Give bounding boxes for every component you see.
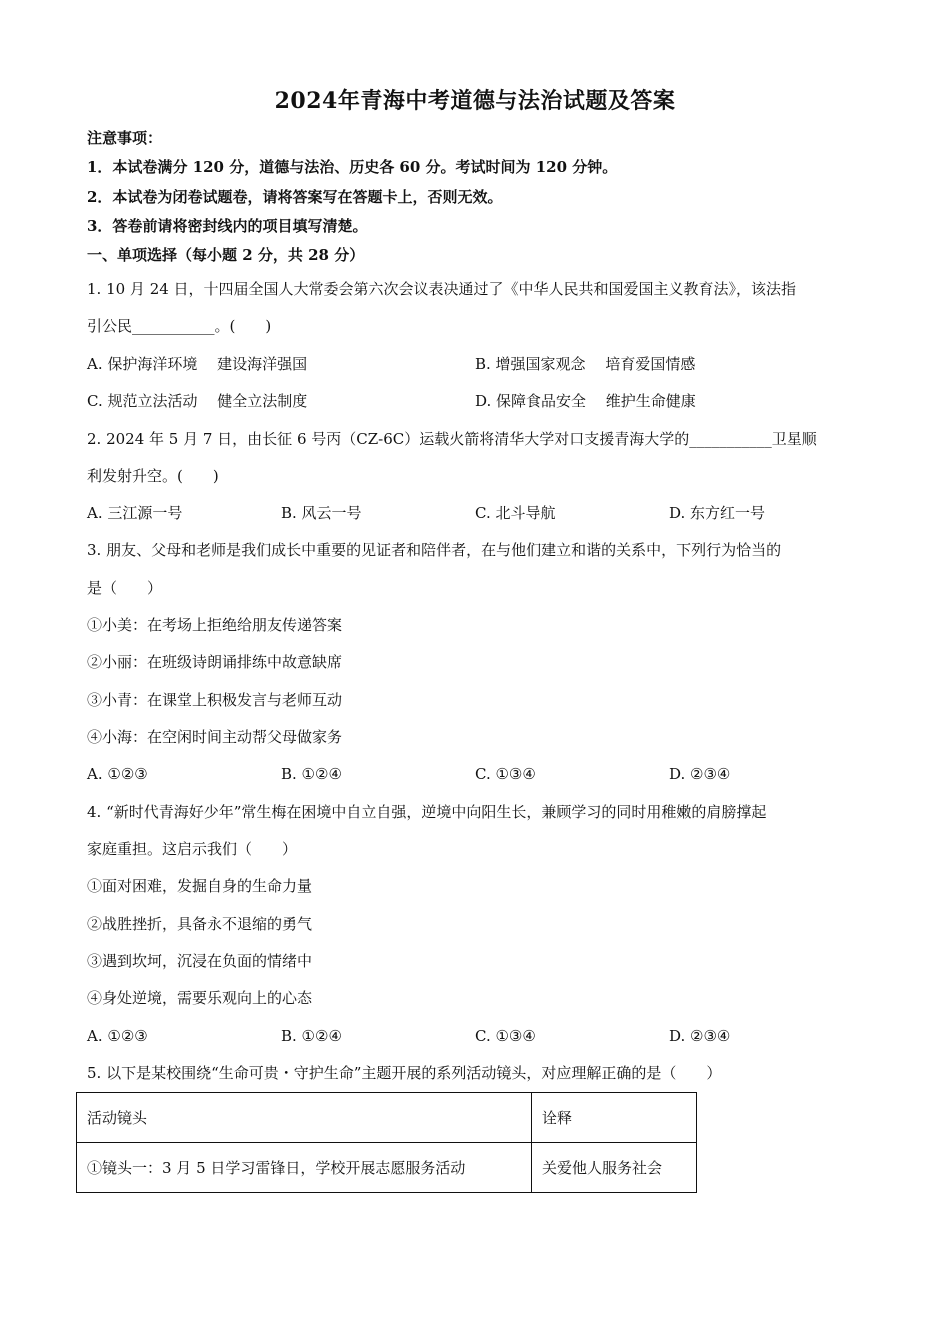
table-header-cell: 诠释 xyxy=(532,1093,697,1143)
question-4-text: 4. “新时代青海好少年”常生梅在困境中自立自强，逆境中向阳生长，兼顾学习的同时用稚嫩的肩膀撑起 xyxy=(87,803,767,821)
q4-option-a: A. ①②③ xyxy=(87,1027,148,1045)
notice-item: 2．本试卷为闭卷试题卷，请将答案写在答题卡上，否则无效。 xyxy=(87,188,503,206)
question-2-text: 利发射升空。( ) xyxy=(87,467,219,485)
q2-option-b: B. 风云一号 xyxy=(281,504,362,522)
notice-item: 3．答卷前请将密封线内的项目填写清楚。 xyxy=(87,217,368,235)
question-3-text: 3. 朋友、父母和老师是我们成长中重要的见证者和陪伴者，在与他们建立和谐的关系中，下列行为恰当的 xyxy=(87,541,782,559)
q4-option-b: B. ①②④ xyxy=(281,1027,342,1045)
q3-option-b: B. ①②④ xyxy=(281,765,342,783)
q3-option-a: A. ①②③ xyxy=(87,765,148,783)
question-2-text: 2. 2024 年 5 月 7 日，由长征 6 号丙（CZ-6C）运载火箭将清华大学对口支援青海大学的___________卫星顺 xyxy=(87,430,817,448)
q3-statement: ③小青：在课堂上积极发言与老师互动 xyxy=(87,691,343,709)
q4-statement: ②战胜挫折，具备永不退缩的勇气 xyxy=(87,915,313,933)
question-1-text: 1. 10 月 24 日，十四届全国人大常委会第六次会议表决通过了《中华人民共和国爱国主义教育法》，该法指 xyxy=(87,280,797,298)
table-cell: 关爱他人服务社会 xyxy=(532,1143,697,1193)
q4-option-d: D. ②③④ xyxy=(669,1027,731,1045)
q1-option-a: A. 保护海洋环境 建设海洋强国 xyxy=(87,355,308,373)
table-cell: ①镜头一：3 月 5 日学习雷锋日，学校开展志愿服务活动 xyxy=(77,1143,532,1193)
question-3-text: 是（ ） xyxy=(87,579,163,597)
q1-option-b: B. 增强国家观念 培育爱国情感 xyxy=(475,355,696,373)
page-title: 2024年青海中考道德与法治试题及答案 xyxy=(274,88,676,114)
q3-statement: ②小丽：在班级诗朗诵排练中故意缺席 xyxy=(87,653,343,671)
table-row xyxy=(77,1143,697,1193)
q3-option-d: D. ②③④ xyxy=(669,765,731,783)
activity-table xyxy=(76,1092,697,1193)
table-header-row xyxy=(77,1093,697,1143)
q3-statement: ④小海：在空闲时间主动帮父母做家务 xyxy=(87,728,343,746)
q4-option-c: C. ①③④ xyxy=(475,1027,536,1045)
q2-option-c: C. 北斗导航 xyxy=(475,504,556,522)
q4-statement: ①面对困难，发掘自身的生命力量 xyxy=(87,877,313,895)
question-4-text: 家庭重担。这启示我们（ ） xyxy=(87,840,298,858)
q1-option-c: C. 规范立法活动 健全立法制度 xyxy=(87,392,308,410)
section-heading: 一、单项选择（每小题 2 分，共 28 分） xyxy=(87,246,365,264)
notice-item: 1．本试卷满分 120 分，道德与法治、历史各 60 分。考试时间为 120 分钟。 xyxy=(87,158,618,176)
q4-statement: ④身处逆境，需要乐观向上的心态 xyxy=(87,989,313,1007)
q3-option-c: C. ①③④ xyxy=(475,765,536,783)
table-header-cell: 活动镜头 xyxy=(77,1093,532,1143)
q2-option-d: D. 东方红一号 xyxy=(669,504,766,522)
question-1-text: 引公民___________。( ) xyxy=(87,317,272,335)
question-5-text: 5. 以下是某校围绕“生命可贵・守护生命”主题开展的系列活动镜头，对应理解正确的是（ ） xyxy=(87,1064,722,1082)
q2-option-a: A. 三江源一号 xyxy=(87,504,183,522)
q3-statement: ①小美：在考场上拒绝给朋友传递答案 xyxy=(87,616,343,634)
notice-heading: 注意事项： xyxy=(87,129,163,147)
q1-option-d: D. 保障食品安全 维护生命健康 xyxy=(475,392,696,410)
q4-statement: ③遇到坎坷，沉浸在负面的情绪中 xyxy=(87,952,313,970)
